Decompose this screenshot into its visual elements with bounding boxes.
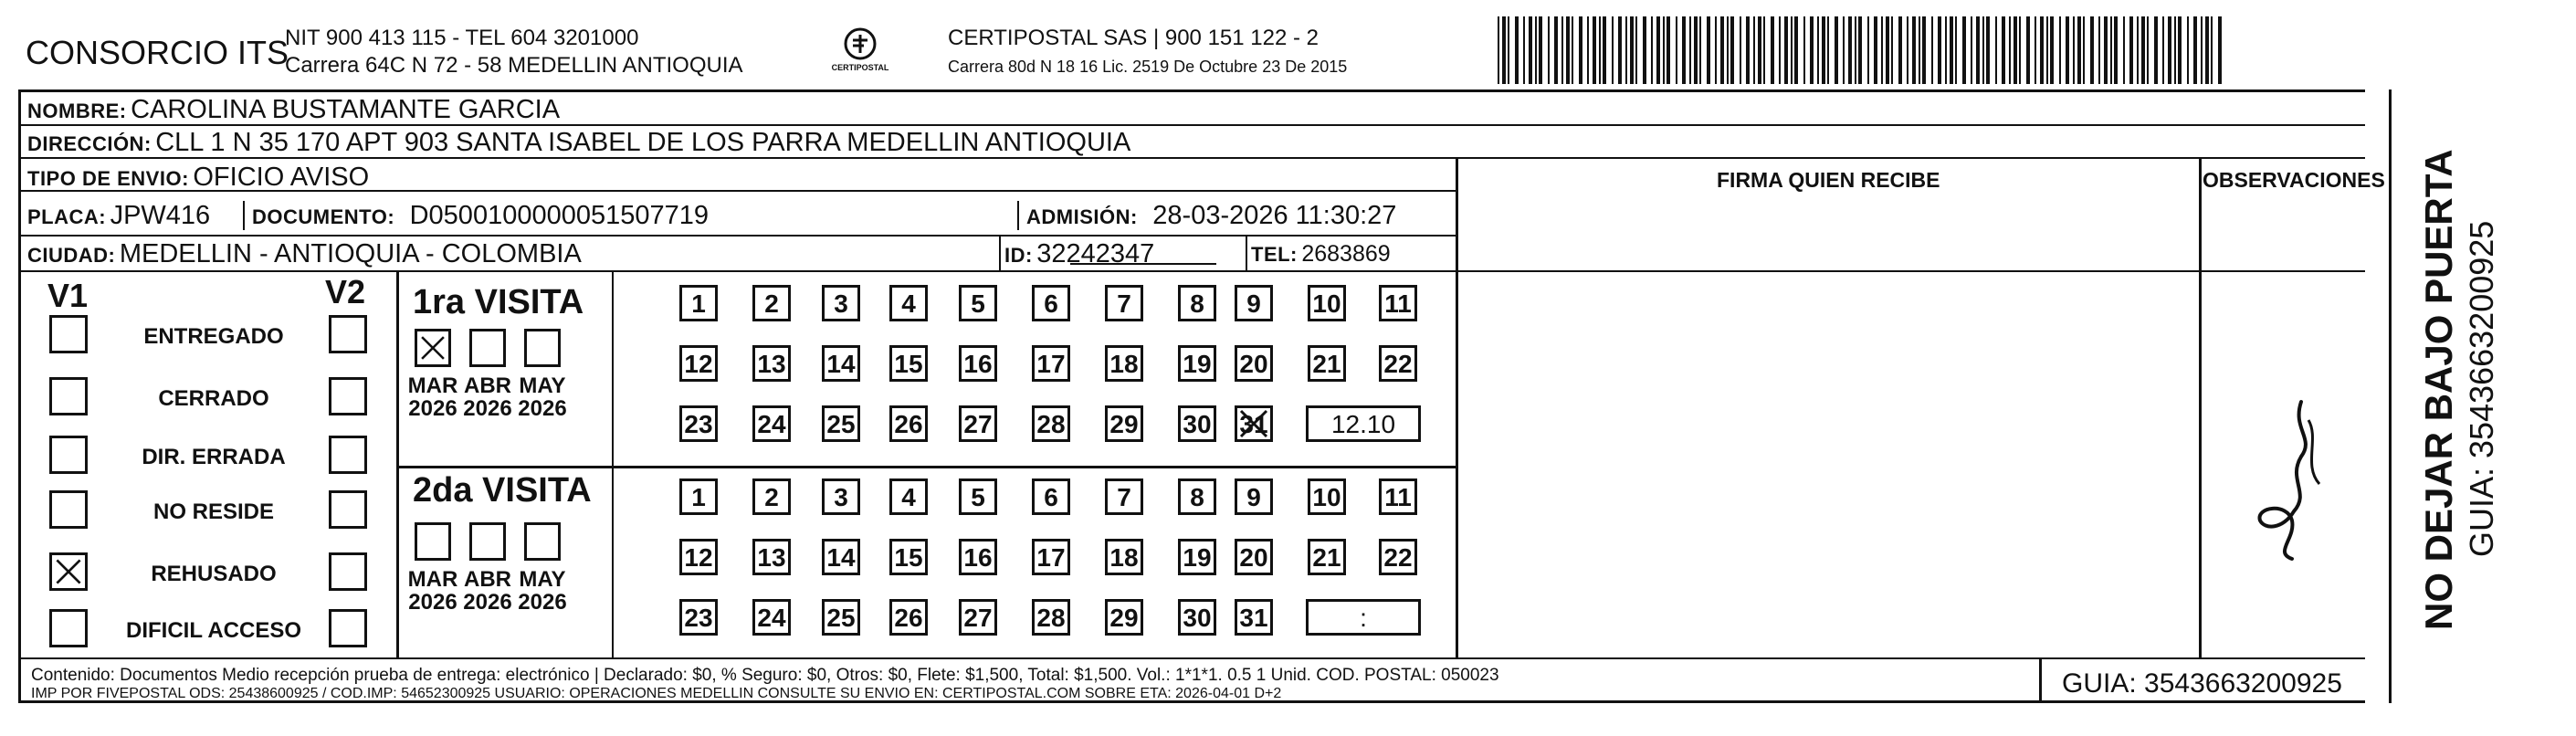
- month-checkbox[interactable]: [524, 522, 561, 561]
- nombre-value: CAROLINA BUSTAMANTE GARCIA: [131, 95, 561, 124]
- day-12-box[interactable]: 12: [679, 539, 718, 575]
- status-label: REHUSADO: [151, 562, 277, 586]
- barcode-bar: [1938, 16, 1941, 84]
- barcode-bar: [1663, 16, 1665, 84]
- barcode-bar: [2193, 16, 2197, 84]
- barcode-bar: [1699, 16, 1701, 84]
- day-21-box[interactable]: 21: [1308, 345, 1346, 382]
- placa-value: JPW416: [110, 201, 211, 230]
- day-14-box[interactable]: 14: [822, 345, 860, 382]
- day-10-box[interactable]: 10: [1308, 285, 1346, 321]
- barcode-bar: [2002, 16, 2005, 84]
- barcode-bar: [1535, 16, 1537, 84]
- barcode-bar: [1682, 16, 1686, 84]
- day-5-box[interactable]: 5: [959, 478, 997, 515]
- barcode-bar: [1858, 16, 1862, 84]
- barcode-bar: [1727, 16, 1729, 84]
- day-4-box[interactable]: 4: [889, 478, 928, 515]
- v1-checkbox[interactable]: [49, 609, 88, 647]
- barcode-bar: [2147, 16, 2149, 84]
- barcode-bar: [2083, 16, 2085, 84]
- day-9-box[interactable]: 9: [1235, 478, 1273, 515]
- day-13-box[interactable]: 13: [752, 539, 791, 575]
- barcode-bar: [1794, 16, 1798, 84]
- barcode-bar: [1874, 16, 1877, 84]
- day-19-box[interactable]: 19: [1178, 539, 1216, 575]
- barcode-bar: [1587, 16, 1589, 84]
- barcode-bar: [1539, 16, 1542, 84]
- visit1-title: 1ra VISITA: [413, 283, 584, 321]
- v1-checkbox[interactable]: [49, 377, 88, 415]
- day-17-box[interactable]: 17: [1032, 539, 1070, 575]
- barcode-image: [1498, 16, 2228, 84]
- barcode-bar: [1891, 16, 1893, 84]
- v1-label: V1: [47, 277, 89, 314]
- month-name: ABR: [464, 567, 511, 592]
- v1-checkbox[interactable]: [49, 436, 88, 474]
- month-name: MAR: [407, 373, 458, 398]
- time-box[interactable]: 12.10: [1306, 405, 1421, 442]
- month-name: MAY: [519, 373, 566, 398]
- month-checkbox[interactable]: [469, 329, 506, 367]
- barcode-bar: [1515, 16, 1519, 84]
- day-2-box[interactable]: 2: [752, 285, 791, 321]
- firma-header: FIRMA QUIEN RECIBE: [1717, 168, 1940, 192]
- side-guia: GUIA: 3543663200925: [2463, 220, 2500, 557]
- barcode-bar: [1912, 16, 1916, 84]
- signature-scribble: [2237, 393, 2347, 566]
- barcode-bar: [1827, 16, 1829, 84]
- nombre-label: NOMBRE:: [27, 100, 127, 122]
- day-2-box[interactable]: 2: [752, 478, 791, 515]
- day-16-box[interactable]: 16: [959, 345, 997, 382]
- day-3-box[interactable]: 3: [822, 478, 860, 515]
- barcode-bar: [1982, 16, 1984, 84]
- barcode-bar: [1955, 16, 1957, 84]
- month-year: 2026: [463, 590, 512, 615]
- side-warning: NO DEJAR BAJO PUERTA: [2417, 149, 2460, 630]
- day-15-box[interactable]: 15: [889, 345, 928, 382]
- barcode-bar: [1635, 16, 1637, 84]
- barcode-bar: [2035, 16, 2036, 84]
- month-label: [515, 568, 570, 614]
- month-label: [460, 374, 515, 420]
- day-31-box[interactable]: 31: [1235, 405, 1273, 442]
- status-label: DIR. ERRADA: [142, 445, 286, 469]
- barcode-bar: [2154, 16, 2158, 84]
- barcode-bar: [1971, 16, 1972, 84]
- admision-value: 28-03-2026 11:30:27: [1152, 201, 1397, 230]
- day-26-box[interactable]: 26: [889, 405, 928, 442]
- month-year: 2026: [518, 396, 567, 422]
- barcode-bar: [1898, 16, 1902, 84]
- ciudad-value: MEDELLIN - ANTIOQUIA - COLOMBIA: [119, 239, 582, 268]
- barcode-bar: [1919, 16, 1920, 84]
- day-29-box[interactable]: 29: [1105, 405, 1143, 442]
- day-4-box[interactable]: 4: [889, 285, 928, 321]
- day-check: [1235, 405, 1273, 442]
- check-x-icon: [52, 555, 85, 588]
- day-18-box[interactable]: 18: [1105, 539, 1143, 575]
- footer-contenido: Contenido: Documentos Medio recepción prueba de entrega: electrónico | Declarado: $0, % Seguro: $0, Otros: $0, Flete: $1,500, Total: $1,500. Vol.: 1*1*1. 0.5 1 Unid. COD. POSTAL: 050023: [31, 666, 1499, 685]
- barcode-bar: [1803, 16, 1805, 84]
- day-1-box[interactable]: 1: [679, 285, 718, 321]
- tipo-envio-label: TIPO DE ENVIO:: [27, 167, 189, 190]
- day-17-box[interactable]: 17: [1032, 345, 1070, 382]
- month-name: MAR: [407, 567, 458, 592]
- tipo-envio-field: [27, 164, 369, 191]
- logo-text: CERTIPOSTAL: [831, 63, 889, 72]
- v2-checkbox[interactable]: [329, 552, 367, 591]
- status-label: ENTREGADO: [143, 324, 284, 349]
- v2-checkbox[interactable]: [329, 609, 367, 647]
- barcode-bar: [2026, 16, 2030, 84]
- v1-checkbox[interactable]: [49, 315, 88, 353]
- barcode-bar: [2077, 16, 2081, 84]
- month-checkbox[interactable]: [415, 329, 451, 367]
- day-26-box[interactable]: 26: [889, 599, 928, 636]
- v2-checkbox[interactable]: [329, 377, 367, 415]
- day-14-box[interactable]: 14: [822, 539, 860, 575]
- month-checkbox[interactable]: [469, 522, 506, 561]
- direccion-field: [27, 130, 1130, 156]
- barcode-bar: [2090, 16, 2094, 84]
- day-7-box[interactable]: 7: [1105, 285, 1143, 321]
- barcode-bar: [2110, 16, 2112, 84]
- company-address: Carrera 64C N 72 - 58 MEDELLIN ANTIOQUIA: [285, 53, 743, 78]
- day-30-box[interactable]: 30: [1178, 599, 1216, 636]
- barcode-bar: [2218, 16, 2222, 84]
- day-12-box[interactable]: 12: [679, 345, 718, 382]
- admision-field: [1026, 203, 1396, 229]
- day-11-box[interactable]: 11: [1379, 478, 1417, 515]
- barcode-bar: [1694, 16, 1698, 84]
- v1-checkbox[interactable]: [49, 490, 88, 529]
- barcode-bar: [1855, 16, 1856, 84]
- signature: [2237, 393, 2347, 566]
- barcode-bar: [1907, 16, 1908, 84]
- barcode-bar: [1784, 16, 1788, 84]
- barcode-bar: [1945, 16, 1947, 84]
- month-year: 2026: [408, 396, 457, 422]
- barcode-bar: [1630, 16, 1634, 84]
- day-29-box[interactable]: 29: [1105, 599, 1143, 636]
- barcode-bar: [1753, 16, 1755, 84]
- day-1-box[interactable]: 1: [679, 478, 718, 515]
- barcode-bar: [1676, 16, 1677, 84]
- barcode-bar: [2178, 16, 2182, 84]
- barcode-bar: [1835, 16, 1838, 84]
- barcode-bar: [1612, 16, 1614, 84]
- barcode-bar: [1667, 16, 1670, 84]
- barcode-bar: [1950, 16, 1953, 84]
- admision-label: ADMISIÓN:: [1026, 205, 1138, 228]
- month-label: [405, 374, 460, 420]
- day-23-box[interactable]: 23: [679, 599, 718, 636]
- day-24-box[interactable]: 24: [752, 405, 791, 442]
- month-label: [460, 568, 515, 614]
- day-7-box[interactable]: 7: [1105, 478, 1143, 515]
- day-25-box[interactable]: 25: [822, 405, 860, 442]
- barcode-bar: [1962, 16, 1966, 84]
- tel-value: 2683869: [1301, 241, 1391, 267]
- v2-label: V2: [325, 273, 366, 310]
- tipo-envio-value: OFICIO AVISO: [193, 163, 370, 192]
- barcode-bar: [1603, 16, 1606, 84]
- month-name: ABR: [464, 373, 511, 398]
- status-label: DIFICIL ACCESO: [125, 618, 301, 643]
- barcode-bar: [2129, 16, 2133, 84]
- barcode-bar: [1867, 16, 1869, 84]
- direccion-value: CLL 1 N 35 170 APT 903 SANTA ISABEL DE LOS PARRA MEDELLIN ANTIOQUIA: [155, 128, 1131, 157]
- barcode-bar: [1625, 16, 1627, 84]
- barcode-bar: [1886, 16, 1889, 84]
- day-6-box[interactable]: 6: [1032, 285, 1070, 321]
- barcode-bar: [2114, 16, 2118, 84]
- certipostal-line: CERTIPOSTAL SAS | 900 151 122 - 2: [948, 26, 1319, 50]
- month-year: 2026: [518, 590, 567, 615]
- barcode-bar: [2059, 16, 2061, 84]
- documento-label: DOCUMENTO:: [252, 205, 395, 228]
- check-x-icon: [417, 331, 448, 364]
- ciudad-label: CIUDAD:: [27, 244, 116, 267]
- month-year: 2026: [463, 396, 512, 422]
- barcode-bar: [2187, 16, 2189, 84]
- barcode-bar: [1593, 16, 1596, 84]
- day-24-box[interactable]: 24: [752, 599, 791, 636]
- barcode-bar: [1707, 16, 1710, 84]
- visit2-title: 2da VISITA: [413, 471, 592, 510]
- v2-checkbox[interactable]: [329, 436, 367, 474]
- barcode-bar: [1720, 16, 1724, 84]
- month-checkbox[interactable]: [524, 329, 561, 367]
- documento-field: [252, 203, 709, 229]
- barcode-bar: [2137, 16, 2139, 84]
- barcode-bar: [2174, 16, 2176, 84]
- day-5-box[interactable]: 5: [959, 285, 997, 321]
- barcode-bar: [2019, 16, 2021, 84]
- barcode: [1498, 16, 2228, 84]
- status-label: CERRADO: [158, 386, 269, 411]
- barcode-bar: [1554, 16, 1558, 84]
- barcode-bar: [1572, 16, 1573, 84]
- barcode-bar: [1523, 16, 1525, 84]
- month-name: MAY: [519, 567, 566, 592]
- barcode-bar: [2066, 16, 2069, 84]
- barcode-bar: [1986, 16, 1990, 84]
- day-28-box[interactable]: 28: [1032, 405, 1070, 442]
- barcode-bar: [1848, 16, 1852, 84]
- day-22-box[interactable]: 22: [1379, 345, 1417, 382]
- certipostal-address: Carrera 80d N 18 16 Lic. 2519 De Octubre 23 De 2015: [948, 58, 1348, 76]
- barcode-bar: [1508, 16, 1509, 84]
- barcode-bar: [2013, 16, 2017, 84]
- barcode-bar: [1931, 16, 1933, 84]
- check-x-icon: [1235, 405, 1273, 442]
- placa-label: PLACA:: [27, 205, 107, 228]
- v2-checkbox[interactable]: [329, 490, 367, 529]
- barcode-bar: [1579, 16, 1582, 84]
- barcode-bar: [1779, 16, 1781, 84]
- day-15-box[interactable]: 15: [889, 539, 928, 575]
- id-value: 32242347: [1036, 239, 1155, 268]
- barcode-bar: [1746, 16, 1750, 84]
- barcode-bar: [1498, 16, 1499, 84]
- day-9-box[interactable]: 9: [1235, 285, 1273, 321]
- barcode-bar: [2046, 16, 2048, 84]
- time-box[interactable]: :: [1306, 599, 1421, 636]
- barcode-bar: [1529, 16, 1532, 84]
- month-year: 2026: [408, 590, 457, 615]
- barcode-bar: [1976, 16, 1980, 84]
- barcode-bar: [1502, 16, 1506, 84]
- footer-imp: IMP POR FIVEPOSTAL ODS: 25438600925 / COD.IMP: 54652300925 USUARIO: OPERACIONES MEDELLIN CONSULTE SU ENVIO EN: CERTIPOSTAL.COM SOBRE ETA: 2026-04-01 D+2: [31, 686, 1282, 701]
- barcode-bar: [1763, 16, 1765, 84]
- day-27-box[interactable]: 27: [959, 405, 997, 442]
- footer-guia: GUIA: 3543663200925: [2062, 668, 2342, 699]
- company-name: CONSORCIO ITS: [26, 34, 289, 71]
- status-label: NO RESIDE: [152, 499, 275, 524]
- nombre-field: [27, 97, 560, 123]
- barcode-bar: [1715, 16, 1717, 84]
- tel-label: TEL:: [1251, 243, 1298, 266]
- barcode-bar: [2201, 16, 2203, 84]
- barcode-bar: [1771, 16, 1774, 84]
- day-10-box[interactable]: 10: [1308, 478, 1346, 515]
- company-nit: NIT 900 413 115 - TEL 604 3201000: [285, 26, 639, 50]
- barcode-bar: [1651, 16, 1653, 84]
- barcode-bar: [1656, 16, 1660, 84]
- month-label: [515, 374, 570, 420]
- barcode-bar: [1548, 16, 1550, 84]
- v2-checkbox[interactable]: [329, 315, 367, 353]
- observaciones-header: OBSERVACIONES: [2203, 168, 2385, 192]
- barcode-bar: [1791, 16, 1793, 84]
- barcode-bar: [1810, 16, 1814, 84]
- barcode-bar: [1822, 16, 1825, 84]
- barcode-bar: [2211, 16, 2213, 84]
- id-field: [1004, 241, 1154, 268]
- placa-field: [27, 203, 210, 229]
- id-label: ID:: [1004, 244, 1033, 267]
- barcode-bar: [1566, 16, 1570, 84]
- barcode-bar: [1730, 16, 1734, 84]
- day-21-box[interactable]: 21: [1308, 539, 1346, 575]
- barcode-bar: [2162, 16, 2164, 84]
- day-28-box[interactable]: 28: [1032, 599, 1070, 636]
- barcode-bar: [1643, 16, 1646, 84]
- barcode-bar: [2104, 16, 2108, 84]
- barcode-bar: [2040, 16, 2044, 84]
- day-22-box[interactable]: 22: [1379, 539, 1417, 575]
- day-19-box[interactable]: 19: [1178, 345, 1216, 382]
- barcode-bar: [1922, 16, 1926, 84]
- day-13-box[interactable]: 13: [752, 345, 791, 382]
- barcode-bar: [1689, 16, 1691, 84]
- day-8-box[interactable]: 8: [1178, 285, 1216, 321]
- barcode-bar: [1599, 16, 1601, 84]
- day-20-box[interactable]: 20: [1235, 345, 1273, 382]
- barcode-bar: [1618, 16, 1622, 84]
- barcode-bar: [2168, 16, 2171, 84]
- day-30-box[interactable]: 30: [1178, 405, 1216, 442]
- barcode-bar: [1995, 16, 1997, 84]
- barcode-bar: [1561, 16, 1563, 84]
- day-16-box[interactable]: 16: [959, 539, 997, 575]
- barcode-bar: [1881, 16, 1883, 84]
- day-6-box[interactable]: 6: [1032, 478, 1070, 515]
- month-label: [405, 568, 460, 614]
- barcode-bar: [2009, 16, 2011, 84]
- barcode-bar: [2141, 16, 2145, 84]
- month-checkbox[interactable]: [415, 522, 451, 561]
- barcode-bar: [1843, 16, 1845, 84]
- documento-value: D0500100000051507719: [409, 201, 709, 230]
- barcode-bar: [2123, 16, 2125, 84]
- day-18-box[interactable]: 18: [1105, 345, 1143, 382]
- certipostal-logo: [827, 24, 893, 79]
- day-25-box[interactable]: 25: [822, 599, 860, 636]
- day-20-box[interactable]: 20: [1235, 539, 1273, 575]
- barcode-bar: [1817, 16, 1819, 84]
- barcode-bar: [2098, 16, 2100, 84]
- v1-checkbox[interactable]: [49, 552, 88, 591]
- barcode-bar: [2205, 16, 2209, 84]
- barcode-bar: [1740, 16, 1741, 84]
- ciudad-field: [27, 241, 582, 268]
- barcode-bar: [1758, 16, 1761, 84]
- day-11-box[interactable]: 11: [1379, 285, 1417, 321]
- direccion-label: DIRECCIÓN:: [27, 132, 152, 155]
- day-23-box[interactable]: 23: [679, 405, 718, 442]
- day-27-box[interactable]: 27: [959, 599, 997, 636]
- tel-field: [1251, 243, 1391, 266]
- day-8-box[interactable]: 8: [1178, 478, 1216, 515]
- barcode-bar: [2073, 16, 2075, 84]
- barcode-bar: [2050, 16, 2054, 84]
- day-3-box[interactable]: 3: [822, 285, 860, 321]
- day-31-box[interactable]: 31: [1235, 599, 1273, 636]
